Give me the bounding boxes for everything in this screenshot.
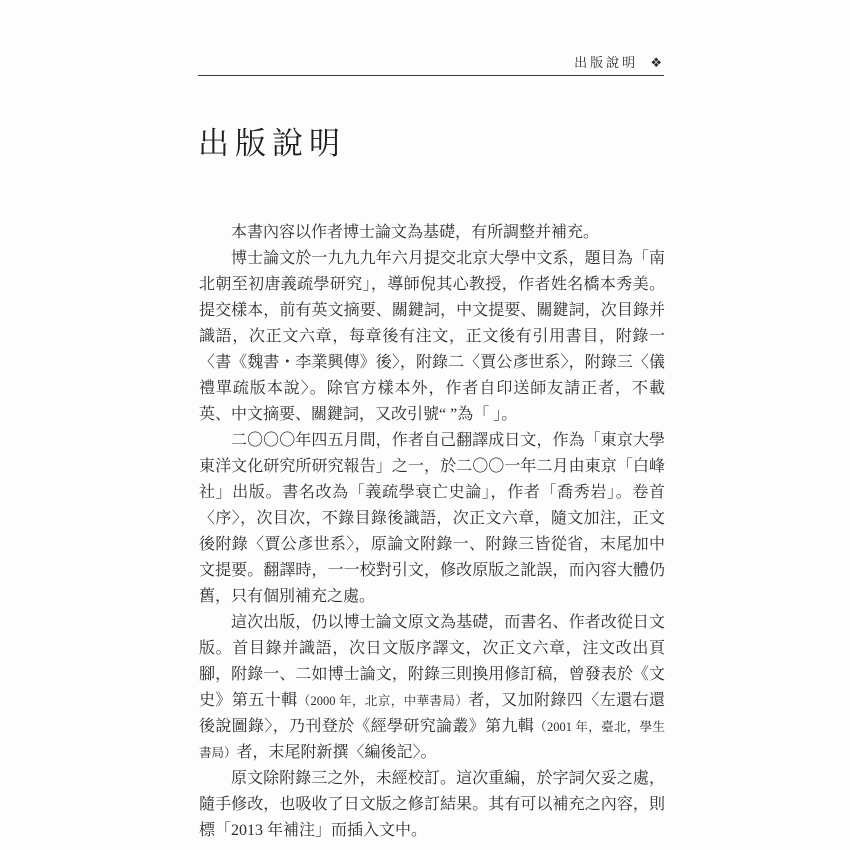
paragraph-this-edition-part3: 者，末尾附新撰〈編後記〉。 — [236, 744, 437, 761]
header-rule — [198, 75, 664, 76]
paragraph-this-edition-citation2: （2001 年，臺北，學生書局） — [199, 720, 665, 760]
paragraph-intro: 本書內容以作者博士論文為基礎，有所調整并補充。 — [231, 224, 600, 241]
running-header-title: 出版說明 — [574, 55, 639, 70]
paragraph-revision-note: 原文除附錄三之外，未經校訂。這次重編，於字詞欠妥之處，隨手修改，也吸收了日文版之修訂結果。其有可以補充之內容，則標「2013 年補注」而插入文中。 — [199, 770, 665, 839]
paragraph-this-edition-part2: 者，又加附錄四〈左還右還後說圖錄〉，乃刊登於《經學研究論叢》第九輯 — [199, 692, 665, 735]
paragraph-japanese-edition: 二〇〇〇年四五月間，作者自己翻譯成日文，作為「東京大學東洋文化研究所研究報告」之一，於二〇〇一年二月由東京「白峰社」出版。書名改為「義疏學衰亡史論」，作者「喬秀岩」。卷首〈序〉，次目次，不錄目錄後識語，次正文六章，隨文加注，正文後附錄〈賈公彥世系〉，原論文附錄一、附錄三皆從省，末尾加中文提要。翻譯時，一一校對引文，修改原版之訛誤，而內容大體仍舊，只有個別補充之處。 — [199, 432, 665, 605]
ornament-diamond-icon: ❖ — [650, 55, 662, 70]
paragraph-this-edition — [199, 610, 665, 766]
running-header — [200, 52, 662, 71]
paragraph-dissertation: 博士論文於一九九九年六月提交北京大學中文系，題目為「南北朝至初唐義疏學研究」，導師倪其心教授，作者姓名橋本秀美。提交樣本，前有英文摘要、關鍵詞，中文提要、關鍵詞，次目錄并識語，次正文六章，每章後有注文，正文後有引用書目，附錄一〈書《魏書・李業興傳》後〉，附錄二〈賈公彥世系〉，附錄三〈儀禮單疏版本說〉。除官方樣本外，作者自印送師友請正者，不載英、中文摘要、關鍵詞，又改引號“ ”為「 」。 — [199, 250, 665, 423]
paragraph-this-edition-citation1: （2000 年，北京，中華書局） — [297, 694, 469, 708]
body-text — [199, 220, 665, 844]
paragraph-this-edition-part1: 這次出版，仍以博士論文原文為基礎，而書名、作者改從日文版。首目錄并識語，次日文版序譯文，次正文六章，注文改出頁腳，附錄一、二如博士論文，附錄三則換用修訂稿，曾發表於《文史》第五十輯 — [199, 614, 665, 709]
page-title: 出版說明 — [198, 126, 346, 161]
